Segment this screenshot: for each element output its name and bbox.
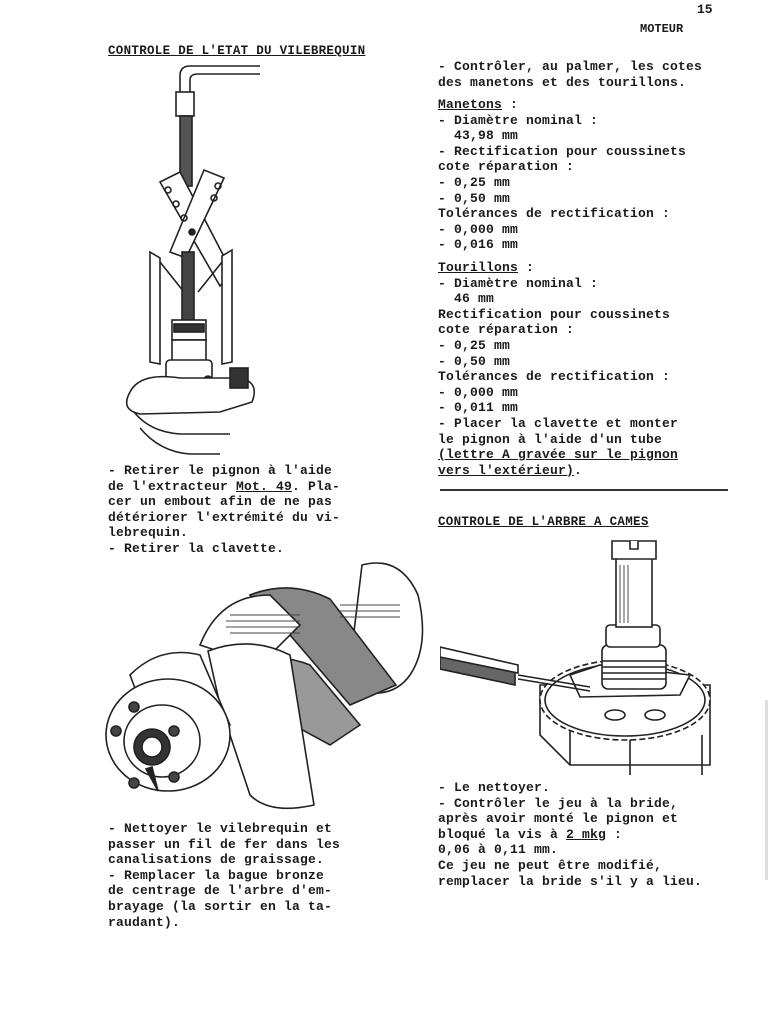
crankshaft-illustration [100, 555, 440, 820]
manetons-title: Manetons [438, 97, 503, 112]
heading-camshaft-check: CONTROLE DE L'ARBRE A CAMES [438, 515, 649, 529]
tourillons-spec-block: Tourillons : - Diamètre nominal : 46 mm Rectification pour coussinets cote réparation : - 0,25 mm - 0,50 mm Tolérances de rectification : - 0,000 mm - 0,011 mm - Placer la clavette et monter le pignon à l'aide d'un tube (lettre A gravée sur le pignon vers l'extérieur). [438, 260, 679, 478]
page-number: 15 [697, 2, 713, 17]
heading-crankshaft-check: CONTROLE DE L'ETAT DU VILEBREQUIN [108, 44, 366, 58]
section-title: MOTEUR [640, 22, 684, 36]
tourillons-title: Tourillons [438, 260, 519, 275]
manetons-spec-block: Manetons : - Diamètre nominal : 43,98 mm - Rectification pour coussinets cote réparation : - 0,25 mm - 0,50 mm Tolérances de rectification : - 0,000 mm - 0,016 mm [438, 97, 687, 253]
step-remove-pinion: - Retirer le pignon à l'aide de l'extracteur Mot. 49. Pla- cer un embout afin de ne pas détériorer l'extrémité du vi- lebrequin. - Retirer la clavette. [108, 463, 341, 556]
extractor-tool-on-crankshaft-illustration [120, 62, 260, 462]
camshaft-flange-feeler-gauge-illustration [440, 535, 720, 775]
step-measure-journals: - Contrôler, au palmer, les cotes des manetons et des tourillons. [438, 59, 703, 90]
step-check-flange-play: - Le nettoyer. - Contrôler le jeu à la bride, après avoir monté le pignon et bloqué la vis à 2 mkg : 0,06 à 0,11 mm. Ce jeu ne peut être modifié, remplacer la bride s'il y a lieu. [438, 780, 703, 889]
tool-ref-mot49: Mot. 49 [236, 478, 293, 494]
step-clean-crankshaft: - Nettoyer le vilebrequin et passer un fil de fer dans les canalisations de graissage. - Remplacer la bague bronze de centrage de l'arbre d'em- brayage (la sortir en la ta- raudant). [108, 821, 341, 930]
torque-value: 2 mkg [566, 826, 607, 842]
section-divider [440, 489, 728, 491]
